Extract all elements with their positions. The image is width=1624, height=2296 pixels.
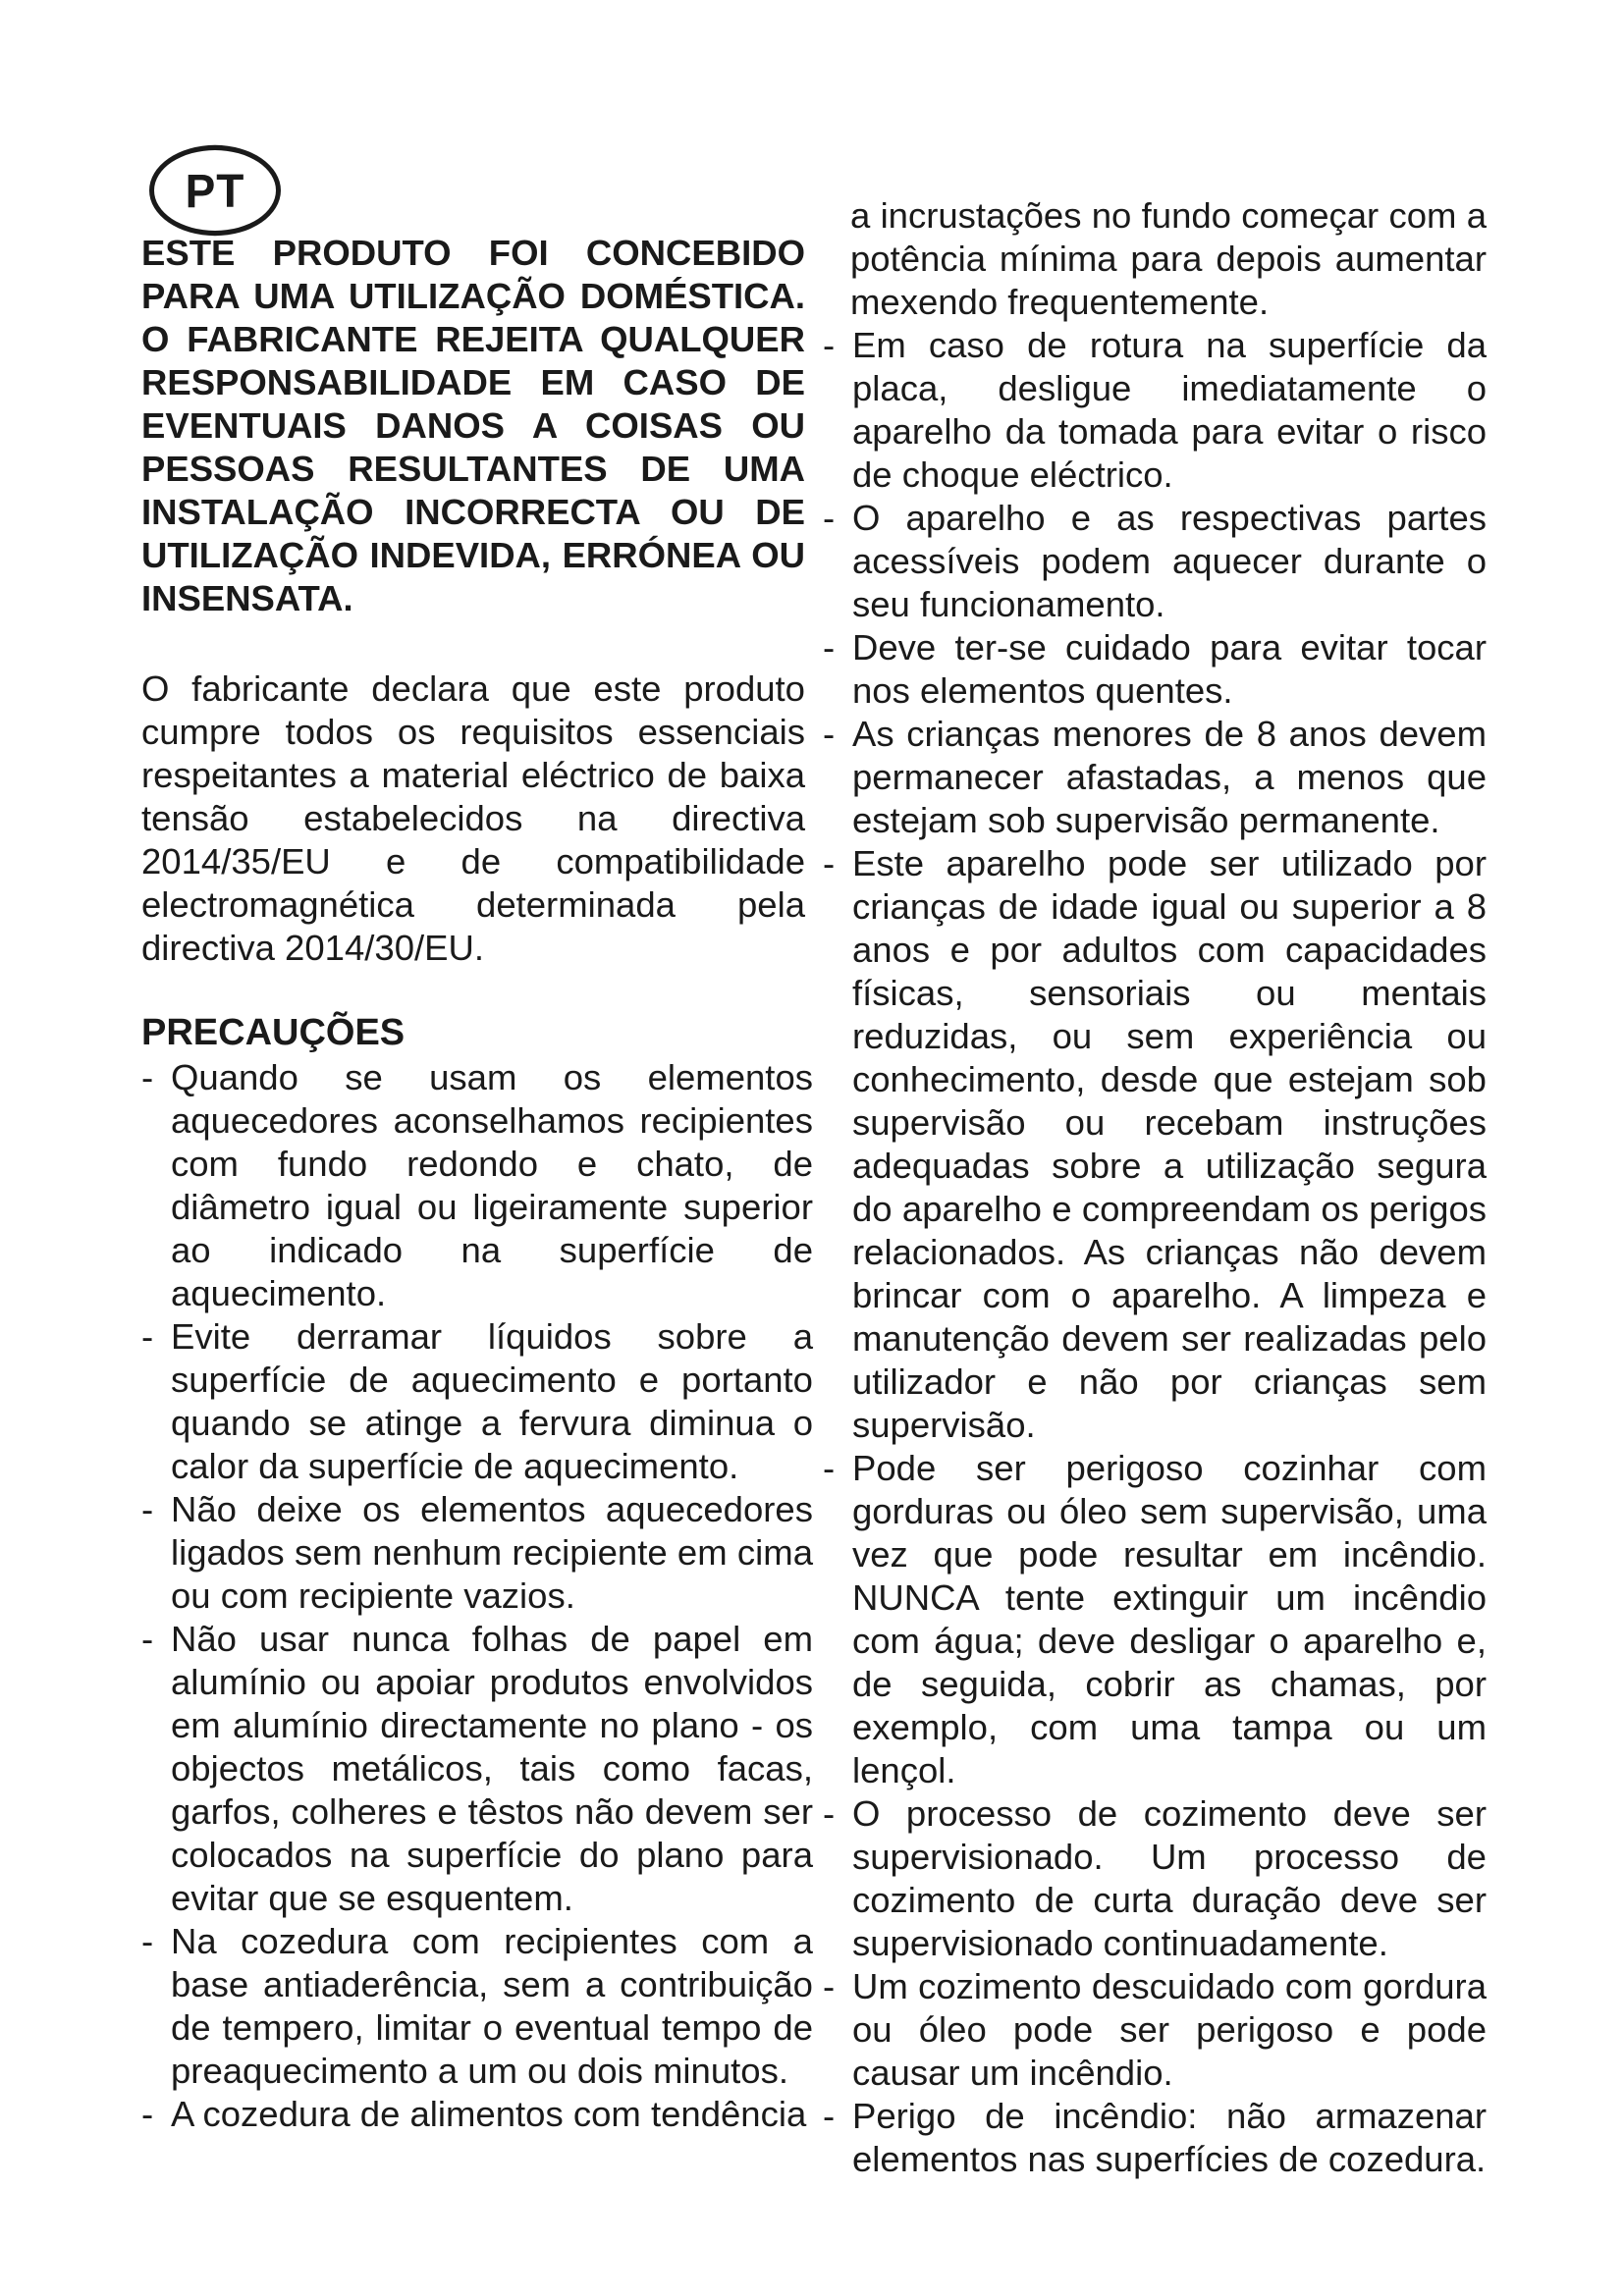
precautions-title: PRECAUÇÕES (141, 1012, 406, 1053)
bullet-dash: - (141, 1489, 154, 1529)
list-item-text: A cozedura de alimentos com tendência (171, 2094, 807, 2134)
list-item-text: O processo de cozimento deve ser supervisionado. Um processo de cozimento de curta duração deve ser supervisionado continuadamente. (852, 1793, 1487, 1963)
conformity-declaration: O fabricante declara que este produto cumpre todos os requisitos essenciais respeitantes a material eléctrico de baixa tensão estabelecidos na directiva 2014/35/EU e de compatibilidade electromagnética determinada pela directiva 2014/30/EU. (141, 668, 805, 968)
list-item (141, 1488, 813, 1618)
bullet-dash: - (823, 714, 836, 754)
list-item-text: Não usar nunca folhas de papel em alumínio ou apoiar produtos envolvidos em alumínio directamente no plano - os objectos metálicos, tais como facas, garfos, colheres e têstos não devem ser colocados na superfície do plano para evitar que se esquentem. (171, 1619, 813, 1918)
list-item (823, 2095, 1487, 2181)
list-item-text: As crianças menores de 8 anos devem permanecer afastadas, a menos que estejam sob supervisão permanente. (852, 714, 1487, 840)
list-item-text: Este aparelho pode ser utilizado por crianças de idade igual ou superior a 8 anos e por adultos com capacidades físicas, sensoriais ou mentais reduzidas, ou sem experiência ou conhecimento, desde que estejam sob supervisão ou recebam instruções adequadas sobre a utilização segura do aparelho e compreendam os perigos relacionados. As crianças não devem brincar com o aparelho. A limpeza e manutenção devem ser realizadas pelo utilizador e não por crianças sem supervisão. (852, 843, 1487, 1445)
list-item-text: Um cozimento descuidado com gordura ou óleo pode ser perigoso e pode causar um incêndio. (852, 1966, 1487, 2093)
manufacturer-notice: ESTE PRODUTO FOI CONCEBIDO PARA UMA UTILIZAÇÃO DOMÉSTICA. O FABRICANTE REJEITA QUALQUER RESPONSABILIDADE EM CASO DE EVENTUAIS DANOS A COISAS OU PESSOAS RESULTANTES DE UMA INSTALAÇÃO INCORRECTA OU DE UTILIZAÇÃO INDEVIDA, ERRÓNEA OU INSENSATA. (141, 233, 805, 618)
bullet-dash: - (823, 498, 836, 538)
list-item (823, 626, 1487, 713)
list-item (141, 1315, 813, 1488)
language-badge: PT (149, 145, 281, 236)
list-item (823, 324, 1487, 497)
bullet-dash: - (141, 1619, 154, 1659)
continued-item-text: a incrustações no fundo começar com a potência mínima para depois aumentar mexendo frequentemente. (850, 195, 1487, 322)
list-item-text: O aparelho e as respectivas partes acessíveis podem aquecer durante o seu funcionamento. (852, 498, 1487, 624)
list-item (823, 497, 1487, 626)
bullet-dash: - (823, 1448, 836, 1488)
list-item (141, 1618, 813, 1920)
bullet-dash: - (823, 2096, 836, 2136)
list-item-text: Não deixe os elementos aquecedores ligados sem nenhum recipiente em cima ou com recipiente vazios. (171, 1489, 813, 1616)
precautions-list-left (141, 1056, 813, 2136)
list-item (141, 1056, 813, 1315)
list-item (823, 1965, 1487, 2095)
list-item (823, 1447, 1487, 1792)
list-item (823, 1792, 1487, 1965)
list-item (141, 1920, 813, 2093)
bullet-dash: - (823, 1793, 836, 1834)
bullet-dash: - (141, 2094, 154, 2134)
bullet-dash: - (141, 1057, 154, 1097)
bullet-dash: - (823, 627, 836, 667)
list-item (823, 842, 1487, 1447)
bullet-dash: - (823, 843, 836, 883)
bullet-dash: - (141, 1316, 154, 1357)
list-item-text: Evite derramar líquidos sobre a superfície de aquecimento e portanto quando se atinge a fervura diminua o calor da superfície de aquecimento. (171, 1316, 813, 1486)
list-item-text: Deve ter-se cuidado para evitar tocar nos elementos quentes. (852, 627, 1487, 711)
list-item-text: Quando se usam os elementos aquecedores aconselhamos recipientes com fundo redondo e chato, de diâmetro igual ou ligeiramente superior ao indicado na superfície de aquecimento. (171, 1057, 813, 1313)
list-item (141, 2093, 813, 2136)
bullet-dash: - (823, 325, 836, 365)
bullet-dash: - (141, 1921, 154, 1961)
precautions-list-right (823, 324, 1487, 2181)
list-item (823, 713, 1487, 842)
bullet-dash: - (823, 1966, 836, 2006)
list-item-text: Em caso de rotura na superfície da placa, desligue imediatamente o aparelho da tomada para evitar o risco de choque eléctrico. (852, 325, 1487, 495)
list-item-text: Pode ser perigoso cozinhar com gorduras ou óleo sem supervisão, uma vez que pode resultar em incêndio. NUNCA tente extinguir um incêndio com água; deve desligar o aparelho e, de seguida, cobrir as chamas, por exemplo, com uma tampa ou um lençol. (852, 1448, 1487, 1790)
list-item-text: Na cozedura com recipientes com a base antiaderência, sem a contribuição de tempero, limitar o eventual tempo de preaquecimento a um ou dois minutos. (171, 1921, 813, 2091)
list-item-text: Perigo de incêndio: não armazenar elementos nas superfícies de cozedura. (852, 2096, 1487, 2179)
